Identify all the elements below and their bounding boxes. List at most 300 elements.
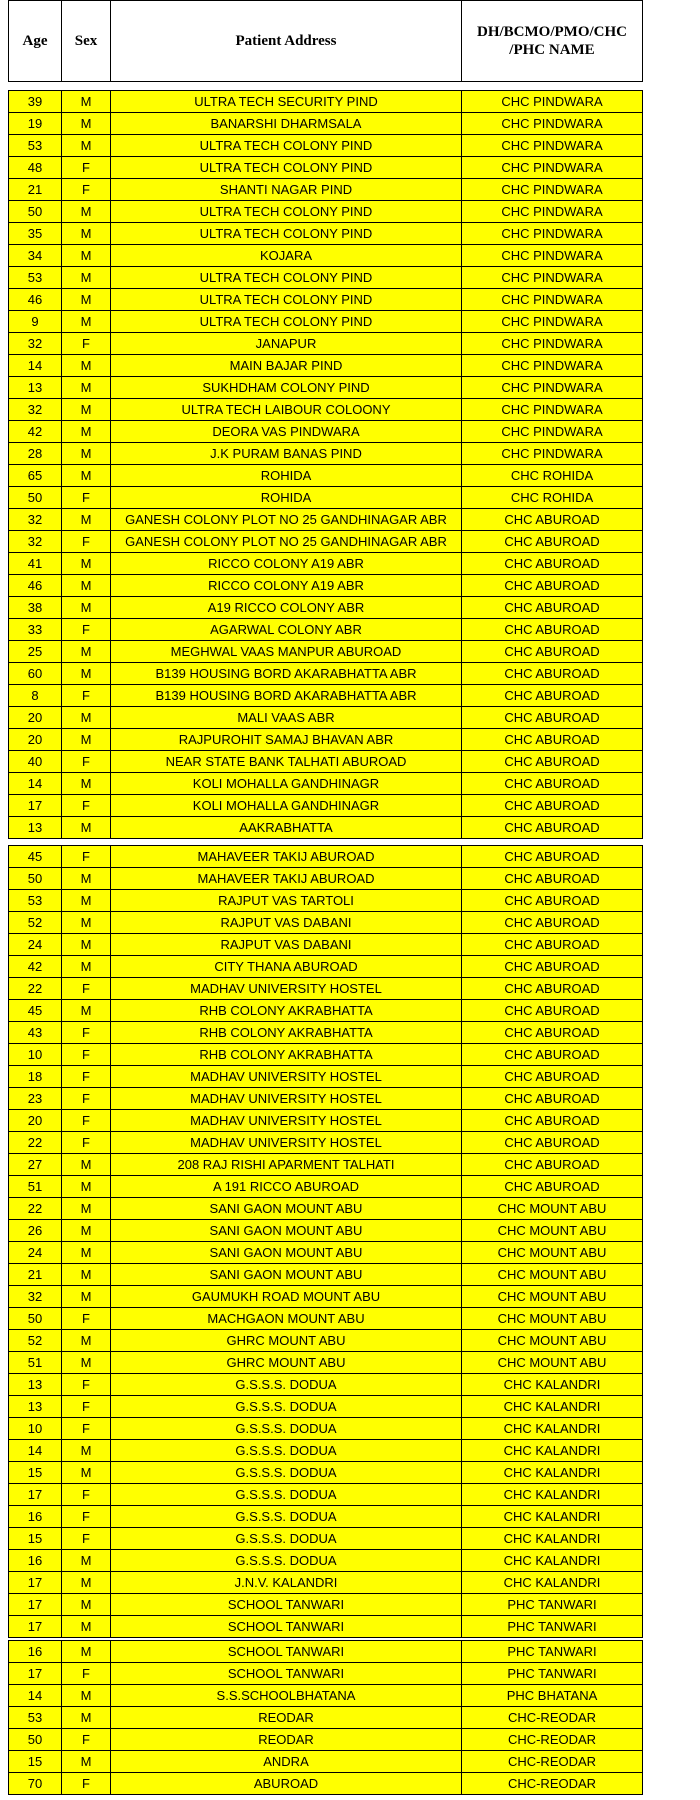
age-cell: 46 [9, 289, 62, 311]
table-row [9, 1685, 643, 1707]
facility-cell: PHC TANWARI [462, 1663, 643, 1685]
facility-cell: CHC MOUNT ABU [462, 1242, 643, 1264]
sex-cell: M [62, 575, 111, 597]
facility-cell: CHC ABUROAD [462, 1066, 643, 1088]
records-table-block-3 [8, 1640, 643, 1795]
address-cell: MADHAV UNIVERSITY HOSTEL [111, 978, 462, 1000]
age-cell: 20 [9, 1110, 62, 1132]
sex-cell: F [62, 978, 111, 1000]
facility-cell: CHC ABUROAD [462, 1088, 643, 1110]
sex-cell: M [62, 663, 111, 685]
age-cell: 16 [9, 1641, 62, 1663]
age-cell: 35 [9, 223, 62, 245]
address-cell: RHB COLONY AKRABHATTA [111, 1022, 462, 1044]
age-cell: 13 [9, 1396, 62, 1418]
sex-cell: M [62, 201, 111, 223]
header-row [9, 1, 643, 82]
address-cell: ROHIDA [111, 465, 462, 487]
table-row [9, 1462, 643, 1484]
address-cell: RICCO COLONY A19 ABR [111, 575, 462, 597]
address-cell: NEAR STATE BANK TALHATI ABUROAD [111, 751, 462, 773]
address-cell: RAJPUT VAS DABANI [111, 934, 462, 956]
age-cell: 51 [9, 1176, 62, 1198]
sex-cell: M [62, 245, 111, 267]
age-cell: 20 [9, 729, 62, 751]
facility-cell: PHC BHATANA [462, 1685, 643, 1707]
table-row [9, 1572, 643, 1594]
header-age: Age [9, 1, 62, 82]
address-cell: J.N.V. KALANDRI [111, 1572, 462, 1594]
facility-cell: CHC ABUROAD [462, 1176, 643, 1198]
sex-cell: F [62, 1088, 111, 1110]
sex-cell: F [62, 795, 111, 817]
facility-cell: CHC PINDWARA [462, 311, 643, 333]
table-row [9, 179, 643, 201]
facility-cell: CHC ABUROAD [462, 729, 643, 751]
age-cell: 17 [9, 1572, 62, 1594]
sex-cell: M [62, 1440, 111, 1462]
table-row [9, 751, 643, 773]
age-cell: 25 [9, 641, 62, 663]
age-cell: 26 [9, 1220, 62, 1242]
sex-cell: M [62, 465, 111, 487]
table-row [9, 1198, 643, 1220]
sex-cell: F [62, 1132, 111, 1154]
age-cell: 52 [9, 912, 62, 934]
address-cell: RAJPUT VAS DABANI [111, 912, 462, 934]
table-row [9, 377, 643, 399]
address-cell: SUKHDHAM COLONY PIND [111, 377, 462, 399]
age-cell: 33 [9, 619, 62, 641]
address-cell: ANDRA [111, 1751, 462, 1773]
table-row [9, 934, 643, 956]
age-cell: 17 [9, 795, 62, 817]
sex-cell: F [62, 1506, 111, 1528]
address-cell: MAHAVEER TAKIJ ABUROAD [111, 868, 462, 890]
age-cell: 50 [9, 1308, 62, 1330]
age-cell: 60 [9, 663, 62, 685]
facility-cell: PHC TANWARI [462, 1641, 643, 1663]
age-cell: 22 [9, 978, 62, 1000]
facility-cell: CHC PINDWARA [462, 91, 643, 113]
age-cell: 32 [9, 1286, 62, 1308]
age-cell: 38 [9, 597, 62, 619]
sex-cell: M [62, 355, 111, 377]
sex-cell: F [62, 157, 111, 179]
address-cell: SHANTI NAGAR PIND [111, 179, 462, 201]
table-row [9, 113, 643, 135]
sex-cell: M [62, 1572, 111, 1594]
facility-cell: CHC KALANDRI [462, 1440, 643, 1462]
address-cell: MEGHWAL VAAS MANPUR ABUROAD [111, 641, 462, 663]
table-row [9, 773, 643, 795]
address-cell: RAJPUROHIT SAMAJ BHAVAN ABR [111, 729, 462, 751]
age-cell: 13 [9, 1374, 62, 1396]
age-cell: 28 [9, 443, 62, 465]
facility-cell: CHC ROHIDA [462, 487, 643, 509]
age-cell: 8 [9, 685, 62, 707]
facility-cell: CHC ABUROAD [462, 868, 643, 890]
facility-cell: CHC PINDWARA [462, 399, 643, 421]
table-row [9, 817, 643, 839]
address-cell: MADHAV UNIVERSITY HOSTEL [111, 1088, 462, 1110]
records-table-block-1 [8, 90, 643, 839]
age-cell: 22 [9, 1198, 62, 1220]
sex-cell: M [62, 135, 111, 157]
address-cell: B139 HOUSING BORD AKARABHATTA ABR [111, 685, 462, 707]
address-cell: A19 RICCO COLONY ABR [111, 597, 462, 619]
age-cell: 14 [9, 1440, 62, 1462]
table-row [9, 1616, 643, 1638]
age-cell: 53 [9, 890, 62, 912]
age-cell: 41 [9, 553, 62, 575]
table-row [9, 1330, 643, 1352]
sex-cell: F [62, 1396, 111, 1418]
table-row [9, 1066, 643, 1088]
facility-cell: CHC ABUROAD [462, 751, 643, 773]
table-row [9, 421, 643, 443]
facility-cell: CHC ABUROAD [462, 956, 643, 978]
address-cell: G.S.S.S. DODUA [111, 1506, 462, 1528]
table-row [9, 311, 643, 333]
table-row [9, 1088, 643, 1110]
sex-cell: M [62, 1220, 111, 1242]
facility-cell: CHC-REODAR [462, 1773, 643, 1795]
table-row [9, 157, 643, 179]
sex-cell: F [62, 333, 111, 355]
sex-cell: M [62, 267, 111, 289]
sex-cell: F [62, 487, 111, 509]
address-cell: SCHOOL TANWARI [111, 1616, 462, 1638]
address-cell: ULTRA TECH COLONY PIND [111, 311, 462, 333]
table-row [9, 912, 643, 934]
sex-cell: F [62, 1308, 111, 1330]
age-cell: 45 [9, 1000, 62, 1022]
address-cell: B139 HOUSING BORD AKARABHATTA ABR [111, 663, 462, 685]
age-cell: 32 [9, 399, 62, 421]
facility-cell: CHC PINDWARA [462, 223, 643, 245]
table-row [9, 553, 643, 575]
sex-cell: M [62, 1462, 111, 1484]
address-cell: G.S.S.S. DODUA [111, 1462, 462, 1484]
age-cell: 21 [9, 1264, 62, 1286]
facility-cell: CHC ABUROAD [462, 641, 643, 663]
table-row [9, 355, 643, 377]
address-cell: REODAR [111, 1729, 462, 1751]
facility-cell: CHC ABUROAD [462, 795, 643, 817]
age-cell: 24 [9, 1242, 62, 1264]
age-cell: 17 [9, 1594, 62, 1616]
facility-cell: CHC ABUROAD [462, 1044, 643, 1066]
facility-cell: CHC KALANDRI [462, 1396, 643, 1418]
facility-cell: CHC KALANDRI [462, 1484, 643, 1506]
facility-cell: CHC ABUROAD [462, 531, 643, 553]
sex-cell: F [62, 619, 111, 641]
facility-cell: CHC ABUROAD [462, 1110, 643, 1132]
age-cell: 50 [9, 201, 62, 223]
address-cell: JANAPUR [111, 333, 462, 355]
table-row [9, 1242, 643, 1264]
sex-cell: F [62, 1528, 111, 1550]
age-cell: 34 [9, 245, 62, 267]
table-row [9, 1286, 643, 1308]
address-cell: G.S.S.S. DODUA [111, 1484, 462, 1506]
sex-cell: M [62, 1751, 111, 1773]
facility-cell: CHC ABUROAD [462, 707, 643, 729]
age-cell: 53 [9, 1707, 62, 1729]
address-cell: SANI GAON MOUNT ABU [111, 1198, 462, 1220]
sex-cell: M [62, 912, 111, 934]
sex-cell: F [62, 685, 111, 707]
age-cell: 14 [9, 1685, 62, 1707]
facility-cell: CHC ABUROAD [462, 619, 643, 641]
facility-cell: CHC PINDWARA [462, 113, 643, 135]
sex-cell: M [62, 707, 111, 729]
sex-cell: F [62, 1066, 111, 1088]
sex-cell: F [62, 1374, 111, 1396]
facility-cell: CHC ABUROAD [462, 1132, 643, 1154]
facility-cell: CHC ABUROAD [462, 890, 643, 912]
age-cell: 50 [9, 868, 62, 890]
table-row [9, 663, 643, 685]
age-cell: 21 [9, 179, 62, 201]
sex-cell: F [62, 531, 111, 553]
address-cell: MALI VAAS ABR [111, 707, 462, 729]
address-cell: SANI GAON MOUNT ABU [111, 1242, 462, 1264]
facility-cell: CHC ABUROAD [462, 978, 643, 1000]
table-row [9, 575, 643, 597]
age-cell: 45 [9, 846, 62, 868]
header-facility-name [462, 1, 643, 82]
address-cell: J.K PURAM BANAS PIND [111, 443, 462, 465]
address-cell: GAUMUKH ROAD MOUNT ABU [111, 1286, 462, 1308]
table-row [9, 443, 643, 465]
facility-cell: CHC PINDWARA [462, 333, 643, 355]
table-row [9, 245, 643, 267]
table-row [9, 465, 643, 487]
age-cell: 13 [9, 377, 62, 399]
header-facility-line2: /PHC NAME [509, 42, 595, 58]
age-cell: 53 [9, 135, 62, 157]
table-row [9, 795, 643, 817]
sex-cell: M [62, 1286, 111, 1308]
table-row [9, 1440, 643, 1462]
sex-cell: M [62, 223, 111, 245]
table-row [9, 1751, 643, 1773]
sex-cell: M [62, 597, 111, 619]
sex-cell: M [62, 868, 111, 890]
sex-cell: M [62, 1352, 111, 1374]
facility-cell: CHC ABUROAD [462, 773, 643, 795]
age-cell: 32 [9, 531, 62, 553]
sex-cell: M [62, 1176, 111, 1198]
facility-cell: CHC PINDWARA [462, 245, 643, 267]
facility-cell: CHC MOUNT ABU [462, 1308, 643, 1330]
address-cell: G.S.S.S. DODUA [111, 1550, 462, 1572]
age-cell: 53 [9, 267, 62, 289]
address-cell: MADHAV UNIVERSITY HOSTEL [111, 1132, 462, 1154]
table-row [9, 956, 643, 978]
facility-cell: CHC MOUNT ABU [462, 1198, 643, 1220]
facility-cell: CHC ABUROAD [462, 597, 643, 619]
age-cell: 40 [9, 751, 62, 773]
address-cell: S.S.SCHOOLBHATANA [111, 1685, 462, 1707]
age-cell: 16 [9, 1506, 62, 1528]
sex-cell: F [62, 751, 111, 773]
table-row [9, 201, 643, 223]
table-row [9, 1506, 643, 1528]
age-cell: 15 [9, 1528, 62, 1550]
facility-cell: CHC KALANDRI [462, 1506, 643, 1528]
table-row [9, 619, 643, 641]
sex-cell: M [62, 1641, 111, 1663]
age-cell: 23 [9, 1088, 62, 1110]
age-cell: 42 [9, 956, 62, 978]
sex-cell: M [62, 289, 111, 311]
table-row [9, 487, 643, 509]
sex-cell: M [62, 1154, 111, 1176]
age-cell: 52 [9, 1330, 62, 1352]
sex-cell: F [62, 1418, 111, 1440]
address-cell: MADHAV UNIVERSITY HOSTEL [111, 1110, 462, 1132]
facility-cell: CHC ABUROAD [462, 1154, 643, 1176]
table-row [9, 135, 643, 157]
address-cell: A 191 RICCO ABUROAD [111, 1176, 462, 1198]
facility-cell: CHC ABUROAD [462, 575, 643, 597]
sex-cell: M [62, 1198, 111, 1220]
table-row [9, 978, 643, 1000]
table-row [9, 1374, 643, 1396]
sex-cell: M [62, 1707, 111, 1729]
table-row [9, 1132, 643, 1154]
sex-cell: F [62, 846, 111, 868]
address-cell: SANI GAON MOUNT ABU [111, 1264, 462, 1286]
age-cell: 18 [9, 1066, 62, 1088]
sex-cell: M [62, 399, 111, 421]
age-cell: 39 [9, 91, 62, 113]
address-cell: ULTRA TECH COLONY PIND [111, 135, 462, 157]
sex-cell: M [62, 1616, 111, 1638]
table-row [9, 1110, 643, 1132]
sex-cell: M [62, 1685, 111, 1707]
age-cell: 17 [9, 1663, 62, 1685]
facility-cell: CHC MOUNT ABU [462, 1330, 643, 1352]
facility-cell: CHC PINDWARA [462, 179, 643, 201]
table-row [9, 1418, 643, 1440]
table-row [9, 1663, 643, 1685]
header-sex: Sex [62, 1, 111, 82]
facility-cell: CHC ABUROAD [462, 663, 643, 685]
table-row [9, 1396, 643, 1418]
address-cell: RAJPUT VAS TARTOLI [111, 890, 462, 912]
address-cell: AGARWAL COLONY ABR [111, 619, 462, 641]
facility-cell: CHC PINDWARA [462, 443, 643, 465]
address-cell: G.S.S.S. DODUA [111, 1440, 462, 1462]
address-cell: GANESH COLONY PLOT NO 25 GANDHINAGAR ABR [111, 531, 462, 553]
facility-cell: CHC PINDWARA [462, 421, 643, 443]
age-cell: 42 [9, 421, 62, 443]
address-cell: SCHOOL TANWARI [111, 1663, 462, 1685]
address-cell: ROHIDA [111, 487, 462, 509]
facility-cell: CHC PINDWARA [462, 201, 643, 223]
age-cell: 46 [9, 575, 62, 597]
address-cell: RHB COLONY AKRABHATTA [111, 1044, 462, 1066]
address-cell: BANARSHI DHARMSALA [111, 113, 462, 135]
table-row [9, 1729, 643, 1751]
address-cell: GANESH COLONY PLOT NO 25 GANDHINAGAR ABR [111, 509, 462, 531]
address-cell: MACHGAON MOUNT ABU [111, 1308, 462, 1330]
sex-cell: M [62, 1000, 111, 1022]
age-cell: 15 [9, 1462, 62, 1484]
sex-cell: F [62, 179, 111, 201]
table-row [9, 1176, 643, 1198]
facility-cell: PHC TANWARI [462, 1594, 643, 1616]
sex-cell: M [62, 113, 111, 135]
address-cell: ABUROAD [111, 1773, 462, 1795]
facility-cell: CHC MOUNT ABU [462, 1220, 643, 1242]
age-cell: 14 [9, 773, 62, 795]
table-row [9, 509, 643, 531]
age-cell: 13 [9, 817, 62, 839]
facility-cell: CHC ABUROAD [462, 553, 643, 575]
age-cell: 43 [9, 1022, 62, 1044]
sex-cell: M [62, 956, 111, 978]
table-row [9, 289, 643, 311]
age-cell: 51 [9, 1352, 62, 1374]
facility-cell: CHC-REODAR [462, 1751, 643, 1773]
table-row [9, 846, 643, 868]
facility-cell: CHC MOUNT ABU [462, 1352, 643, 1374]
table-row [9, 1352, 643, 1374]
table-row [9, 1594, 643, 1616]
address-cell: SANI GAON MOUNT ABU [111, 1220, 462, 1242]
facility-cell: CHC ABUROAD [462, 934, 643, 956]
table-row [9, 1044, 643, 1066]
address-cell: GHRC MOUNT ABU [111, 1352, 462, 1374]
facility-cell: CHC PINDWARA [462, 135, 643, 157]
address-cell: RICCO COLONY A19 ABR [111, 553, 462, 575]
facility-cell: PHC TANWARI [462, 1616, 643, 1638]
address-cell: KOLI MOHALLA GANDHINAGR [111, 773, 462, 795]
address-cell: MADHAV UNIVERSITY HOSTEL [111, 1066, 462, 1088]
facility-cell: CHC ABUROAD [462, 509, 643, 531]
address-cell: REODAR [111, 1707, 462, 1729]
sex-cell: F [62, 1663, 111, 1685]
facility-cell: CHC ROHIDA [462, 465, 643, 487]
facility-cell: CHC PINDWARA [462, 157, 643, 179]
table-row [9, 267, 643, 289]
facility-cell: CHC ABUROAD [462, 1022, 643, 1044]
table-row [9, 1264, 643, 1286]
address-cell: GHRC MOUNT ABU [111, 1330, 462, 1352]
address-cell: ULTRA TECH COLONY PIND [111, 289, 462, 311]
table-row [9, 1641, 643, 1663]
facility-cell: CHC KALANDRI [462, 1550, 643, 1572]
sex-cell: M [62, 890, 111, 912]
address-cell: ULTRA TECH COLONY PIND [111, 201, 462, 223]
age-cell: 20 [9, 707, 62, 729]
table-row [9, 333, 643, 355]
sex-cell: F [62, 1022, 111, 1044]
facility-cell: CHC ABUROAD [462, 1000, 643, 1022]
age-cell: 27 [9, 1154, 62, 1176]
table-row [9, 531, 643, 553]
facility-cell: CHC KALANDRI [462, 1418, 643, 1440]
address-cell: SCHOOL TANWARI [111, 1594, 462, 1616]
sex-cell: M [62, 817, 111, 839]
sex-cell: M [62, 377, 111, 399]
table-row [9, 890, 643, 912]
